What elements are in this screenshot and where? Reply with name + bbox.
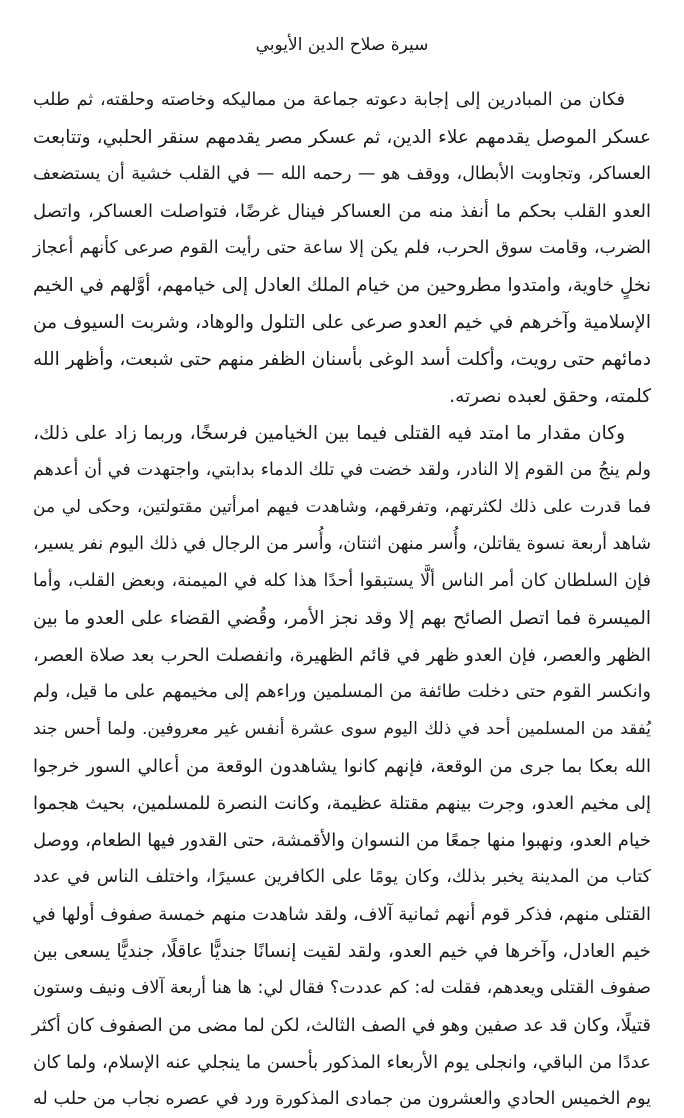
text-line: كلمته، وحقق لعبده نصرته. <box>449 386 651 407</box>
text-line: دمائهم حتى رويت، وأكلت أسد الوغى بأسنان الظفر منهم حتى شبعت، وأظهر الله <box>33 349 651 370</box>
text-line: وانكسر القوم حتى دخلت طائفة من المسلمين وراءهم إلى مخيمهم على ما قيل، ولم <box>33 682 651 702</box>
text-line: يوم الخميس الحادي والعشرون من جمادى المذكورة ورد في عصره نجاب من حلب له <box>33 1089 651 1109</box>
text-line: إلى مخيم العدو، وجرت بينهم مقتلة عظيمة، وكانت النصرة للمسلمين، بحيث هجموا <box>33 793 651 814</box>
text-line: خيم العادل، وآخرها في خيم العدو، ولقد لقيت إنسانًا جنديًّا عاقلًا، جنديًّا يسعى بين <box>33 941 651 962</box>
text-line: وكان مقدار ما امتد فيه القتلى فيما بين الخيامين فرسخًا، وربما زاد على ذلك، <box>33 423 625 444</box>
text-line: العدو القلب بحكم ما أنفذ منه من العساكر فينال غرضًا، فتواصلت العساكر، واتصل <box>33 201 651 222</box>
text-line: شاهد أربعة نسوة يقاتلن، وأُسر منهن اثنتان، وأُسر من الرجال في ذلك اليوم نفر يسير، <box>33 534 651 554</box>
text-line: يُفقد من المسلمين أحد في ذلك اليوم سوى عشرة أنفس غير معروفين. ولما أحس جند <box>33 719 651 739</box>
text-line: القتلى منهم، فذكر قوم أنهم ثمانية آلاف، ولقد شاهدت منهم خمسة صفوف أولها في <box>32 904 651 925</box>
text-line: الميسرة فما اتصل الصائح بهم إلا وقد نجز الأمر، وقُضي القضاء على العدو ما بين <box>33 608 651 629</box>
running-header-title: سيرة صلاح الدين الأيوبي <box>255 35 429 55</box>
text-line: عسكر الموصل يقدمهم علاء الدين، ثم عسكر مصر يقدمهم سنقر الحلبي، وتتابعت <box>33 127 651 148</box>
text-line: خيام العدو، ونهبوا منها جمعًا من النسوان والأقمشة، حتى القدور فيها الطعام، ووصل <box>33 830 651 851</box>
text-line: قتيلًا، وكان قد عد صفين وهو في الصف الثالث، لكن لما مضى من الصفوف كان أكثر <box>31 1015 651 1036</box>
text-line: ولم ينجُ من القوم إلا النادر، ولقد خضت في تلك الدماء بدابتي، واجتهدت في أن أعدهم <box>33 460 651 480</box>
text-line: العساكر، وتجاوبت الأبطال، ووقف هو — رحمه الله — في القلب خشية أن يستضعف <box>33 164 651 184</box>
text-line: فإن السلطان كان أمر الناس ألَّا يستبقوا أحدًا هذا كله في الميمنة، وبعض القلب، وأما <box>33 571 651 591</box>
text-line: الله بعكا بما جرى من الوقعة، فإنهم كانوا يشاهدون الوقعة من أعالي السور خرجوا <box>33 756 651 777</box>
text-line: فما قدرت على ذلك لكثرتهم، وتفرقهم، وشاهدت فيهم امرأتين مقتولتين، وحكى لي من <box>33 497 651 517</box>
text-line: نخلٍ خاوية، وامتدوا مطروحين من خيام الملك العادل إلى خيامهم، أوَّلهم في الخيم <box>33 275 651 296</box>
text-line: صفوف القتلى ويعدهم، فقلت له: كم عددت؟ فقال لي: ها هنا أربعة آلاف ونيف وستون <box>33 978 651 998</box>
text-line: الضرب، وقامت سوق الحرب، فلم يكن إلا ساعة حتى رأيت القوم صرعى كأنهم أعجاز <box>33 238 651 258</box>
text-line: الظهر والعصر، فإن العدو ظهر في قائم الظهيرة، وانفصلت الحرب بعد صلاة العصر، <box>33 645 651 666</box>
text-line: عددًا من الباقي، وانجلى يوم الأربعاء المذكور بأحسن ما ينجلي عنه الإسلام، ولما كان <box>33 1052 651 1073</box>
text-line: فكان من المبادرين إلى إجابة دعوته جماعة من مماليكه وخاصته وحلقته، ثم طلب <box>33 90 625 110</box>
body-text <box>33 82 651 1118</box>
text-line: كتاب من المدينة يخبر بذلك، وكان يومًا على الكافرين عسيرًا، واختلف الناس في عدد <box>33 867 651 887</box>
text-line: الإسلامية وآخرهم في خيم العدو صرعى على التلول والوهاد، وشربت السيوف من <box>33 312 651 333</box>
